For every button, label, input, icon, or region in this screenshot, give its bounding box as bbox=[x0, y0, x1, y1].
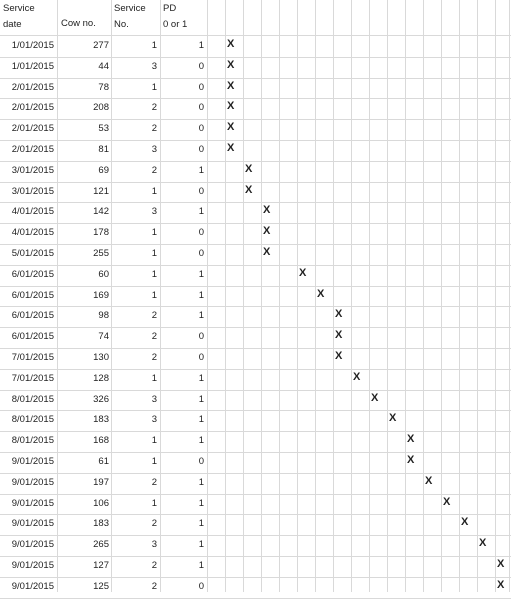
service-no-cell[interactable]: 2 bbox=[151, 560, 157, 571]
column-gridline bbox=[423, 0, 424, 592]
pd-cell[interactable]: 1 bbox=[198, 206, 204, 217]
pd-cell[interactable]: 0 bbox=[198, 144, 204, 155]
pd-cell[interactable]: 1 bbox=[198, 560, 204, 571]
x-mark[interactable]: X bbox=[479, 537, 487, 549]
cow-no-cell[interactable]: 168 bbox=[93, 435, 109, 446]
x-mark[interactable]: X bbox=[443, 496, 451, 508]
service-no-cell[interactable]: 1 bbox=[151, 456, 157, 467]
x-mark[interactable]: X bbox=[299, 267, 307, 279]
pd-cell[interactable]: 0 bbox=[198, 102, 204, 113]
pd-cell[interactable]: 1 bbox=[198, 40, 204, 51]
pd-cell[interactable]: 1 bbox=[198, 518, 204, 529]
x-mark[interactable]: X bbox=[335, 350, 343, 362]
x-mark[interactable]: X bbox=[227, 121, 235, 133]
x-mark[interactable]: X bbox=[371, 392, 379, 404]
cow-no-cell[interactable]: 98 bbox=[98, 310, 109, 321]
x-mark[interactable]: X bbox=[227, 38, 235, 50]
pd-cell[interactable]: 1 bbox=[198, 290, 204, 301]
x-mark[interactable]: X bbox=[335, 329, 343, 341]
cow-no-cell[interactable]: 183 bbox=[93, 414, 109, 425]
service-date-cell[interactable]: 2/01/2015 bbox=[11, 82, 54, 93]
service-date-cell[interactable]: 6/01/2015 bbox=[11, 331, 54, 342]
column-gridline bbox=[369, 0, 370, 592]
service-date-cell[interactable]: 7/01/2015 bbox=[11, 352, 54, 363]
service-no-cell[interactable]: 1 bbox=[151, 269, 157, 280]
service-date-cell[interactable]: 8/01/2015 bbox=[11, 414, 54, 425]
column-gridline bbox=[225, 0, 226, 592]
service-no-cell[interactable]: 1 bbox=[151, 227, 157, 238]
pd-cell[interactable]: 0 bbox=[198, 352, 204, 363]
pd-cell[interactable]: 1 bbox=[198, 435, 204, 446]
service-no-cell[interactable]: 3 bbox=[151, 539, 157, 550]
x-mark[interactable]: X bbox=[227, 142, 235, 154]
service-date-cell[interactable]: 5/01/2015 bbox=[11, 248, 54, 259]
x-mark[interactable]: X bbox=[353, 371, 361, 383]
service-no-cell[interactable]: 2 bbox=[151, 581, 157, 592]
column-gridline bbox=[297, 0, 298, 592]
cow-no-cell[interactable]: 178 bbox=[93, 227, 109, 238]
column-gridline bbox=[459, 0, 460, 592]
cow-no-cell[interactable]: 121 bbox=[93, 186, 109, 197]
cow-no-cell[interactable]: 255 bbox=[93, 248, 109, 259]
x-mark[interactable]: X bbox=[407, 454, 415, 466]
service-no-cell[interactable]: 1 bbox=[151, 82, 157, 93]
pd-cell[interactable]: 1 bbox=[198, 310, 204, 321]
service-date-cell[interactable]: 9/01/2015 bbox=[11, 581, 54, 592]
column-gridline bbox=[495, 0, 496, 592]
service-date-cell[interactable]: 9/01/2015 bbox=[11, 456, 54, 467]
service-no-cell[interactable]: 1 bbox=[151, 498, 157, 509]
service-no-cell[interactable]: 2 bbox=[151, 477, 157, 488]
x-mark[interactable]: X bbox=[461, 516, 469, 528]
service-date-cell[interactable]: 9/01/2015 bbox=[11, 560, 54, 571]
service-date-cell[interactable]: 2/01/2015 bbox=[11, 144, 54, 155]
x-mark[interactable]: X bbox=[245, 184, 253, 196]
pd-cell[interactable]: 1 bbox=[198, 373, 204, 384]
service-no-cell[interactable]: 3 bbox=[151, 61, 157, 72]
pd-cell[interactable]: 0 bbox=[198, 581, 204, 592]
cow-no-cell[interactable]: 125 bbox=[93, 581, 109, 592]
service-no-cell[interactable]: 1 bbox=[151, 186, 157, 197]
pd-cell[interactable]: 0 bbox=[198, 186, 204, 197]
cow-no-cell[interactable]: 106 bbox=[93, 498, 109, 509]
cow-no-cell[interactable]: 183 bbox=[93, 518, 109, 529]
pd-cell[interactable]: 1 bbox=[198, 539, 204, 550]
pd-cell[interactable]: 0 bbox=[198, 61, 204, 72]
service-no-cell[interactable]: 2 bbox=[151, 518, 157, 529]
service-no-cell[interactable]: 2 bbox=[151, 331, 157, 342]
cow-no-cell[interactable]: 60 bbox=[98, 269, 109, 280]
x-mark[interactable]: X bbox=[263, 225, 271, 237]
pd-cell[interactable]: 1 bbox=[198, 477, 204, 488]
pd-cell[interactable]: 1 bbox=[198, 165, 204, 176]
cow-no-cell[interactable]: 128 bbox=[93, 373, 109, 384]
x-mark[interactable]: X bbox=[263, 204, 271, 216]
column-gridline bbox=[333, 0, 334, 592]
service-no-cell[interactable]: 3 bbox=[151, 414, 157, 425]
column-gridline bbox=[441, 0, 442, 592]
pd-cell[interactable]: 1 bbox=[198, 414, 204, 425]
x-mark[interactable]: X bbox=[497, 579, 505, 591]
cow-no-cell[interactable]: 81 bbox=[98, 144, 109, 155]
service-date-cell[interactable]: 2/01/2015 bbox=[11, 123, 54, 134]
pd-cell[interactable]: 1 bbox=[198, 394, 204, 405]
cow-no-cell[interactable]: 127 bbox=[93, 560, 109, 571]
service-no-cell[interactable]: 1 bbox=[151, 290, 157, 301]
cow-no-cell[interactable]: 277 bbox=[93, 40, 109, 51]
service-date-cell[interactable]: 3/01/2015 bbox=[11, 186, 54, 197]
service-date-cell[interactable]: 6/01/2015 bbox=[11, 310, 54, 321]
pd-cell[interactable]: 0 bbox=[198, 331, 204, 342]
x-mark[interactable]: X bbox=[317, 288, 325, 300]
service-date-cell[interactable]: 6/01/2015 bbox=[11, 269, 54, 280]
column-gridline bbox=[315, 0, 316, 592]
cow-no-cell[interactable]: 197 bbox=[93, 477, 109, 488]
service-no-cell[interactable]: 2 bbox=[151, 165, 157, 176]
column-gridline bbox=[279, 0, 280, 592]
column-gridline bbox=[509, 0, 510, 592]
pd-cell[interactable]: 0 bbox=[198, 82, 204, 93]
service-date-cell[interactable]: 6/01/2015 bbox=[11, 290, 54, 301]
cow-no-cell[interactable]: 169 bbox=[93, 290, 109, 301]
service-no-cell[interactable]: 3 bbox=[151, 394, 157, 405]
service-date-cell[interactable]: 1/01/2015 bbox=[11, 40, 54, 51]
pd-cell[interactable]: 0 bbox=[198, 123, 204, 134]
cow-no-cell[interactable]: 326 bbox=[93, 394, 109, 405]
cow-no-cell[interactable]: 44 bbox=[98, 61, 109, 72]
service-date-cell[interactable]: 7/01/2015 bbox=[11, 373, 54, 384]
header-service-date-line2[interactable]: date bbox=[3, 19, 22, 30]
service-date-cell[interactable]: 9/01/2015 bbox=[11, 518, 54, 529]
header-service-date-line1[interactable]: Service bbox=[3, 3, 35, 14]
x-mark[interactable]: X bbox=[263, 246, 271, 258]
cow-no-cell[interactable]: 74 bbox=[98, 331, 109, 342]
service-date-cell[interactable]: 4/01/2015 bbox=[11, 227, 54, 238]
service-no-cell[interactable]: 2 bbox=[151, 310, 157, 321]
service-date-cell[interactable]: 4/01/2015 bbox=[11, 206, 54, 217]
header-cow-no[interactable]: Cow no. bbox=[61, 18, 96, 29]
cow-no-cell[interactable]: 78 bbox=[98, 82, 109, 93]
x-mark[interactable]: X bbox=[227, 100, 235, 112]
pd-cell[interactable]: 0 bbox=[198, 227, 204, 238]
cow-no-cell[interactable]: 208 bbox=[93, 102, 109, 113]
service-no-cell[interactable]: 2 bbox=[151, 123, 157, 134]
x-mark[interactable]: X bbox=[245, 163, 253, 175]
service-date-cell[interactable]: 8/01/2015 bbox=[11, 394, 54, 405]
pd-cell[interactable]: 0 bbox=[198, 248, 204, 259]
x-mark[interactable]: X bbox=[335, 308, 343, 320]
x-mark[interactable]: X bbox=[425, 475, 433, 487]
service-date-cell[interactable]: 2/01/2015 bbox=[11, 102, 54, 113]
x-mark[interactable]: X bbox=[227, 59, 235, 71]
column-gridline bbox=[405, 0, 406, 592]
service-no-cell[interactable]: 3 bbox=[151, 144, 157, 155]
pd-cell[interactable]: 0 bbox=[198, 456, 204, 467]
cow-no-cell[interactable]: 130 bbox=[93, 352, 109, 363]
header-pd-line1[interactable]: PD bbox=[163, 3, 177, 14]
x-mark[interactable]: X bbox=[497, 558, 505, 570]
service-no-cell[interactable]: 1 bbox=[151, 373, 157, 384]
service-no-cell[interactable]: 2 bbox=[151, 102, 157, 113]
header-service-no-line2[interactable]: No. bbox=[114, 19, 129, 30]
service-date-cell[interactable]: 3/01/2015 bbox=[11, 165, 54, 176]
service-no-cell[interactable]: 3 bbox=[151, 206, 157, 217]
header-service-no-line1[interactable]: Service bbox=[114, 3, 146, 14]
column-gridline bbox=[207, 0, 208, 592]
service-date-cell[interactable]: 1/01/2015 bbox=[11, 61, 54, 72]
service-no-cell[interactable]: 1 bbox=[151, 248, 157, 259]
service-no-cell[interactable]: 2 bbox=[151, 352, 157, 363]
x-mark[interactable]: X bbox=[227, 80, 235, 92]
cow-no-cell[interactable]: 53 bbox=[98, 123, 109, 134]
service-no-cell[interactable]: 1 bbox=[151, 435, 157, 446]
x-mark[interactable]: X bbox=[407, 433, 415, 445]
pd-cell[interactable]: 1 bbox=[198, 498, 204, 509]
column-gridline bbox=[261, 0, 262, 592]
column-gridline bbox=[243, 0, 244, 592]
service-date-cell[interactable]: 9/01/2015 bbox=[11, 477, 54, 488]
cow-no-cell[interactable]: 265 bbox=[93, 539, 109, 550]
service-date-cell[interactable]: 9/01/2015 bbox=[11, 498, 54, 509]
header-pd-line2[interactable]: 0 or 1 bbox=[163, 19, 188, 30]
column-gridline bbox=[351, 0, 352, 592]
service-no-cell[interactable]: 1 bbox=[151, 40, 157, 51]
cow-no-cell[interactable]: 61 bbox=[98, 456, 109, 467]
column-gridline bbox=[387, 0, 388, 592]
pd-cell[interactable]: 1 bbox=[198, 269, 204, 280]
cow-no-cell[interactable]: 142 bbox=[93, 206, 109, 217]
service-date-cell[interactable]: 9/01/2015 bbox=[11, 539, 54, 550]
column-gridline bbox=[477, 0, 478, 592]
service-date-cell[interactable]: 8/01/2015 bbox=[11, 435, 54, 446]
cow-no-cell[interactable]: 69 bbox=[98, 165, 109, 176]
x-mark[interactable]: X bbox=[389, 412, 397, 424]
